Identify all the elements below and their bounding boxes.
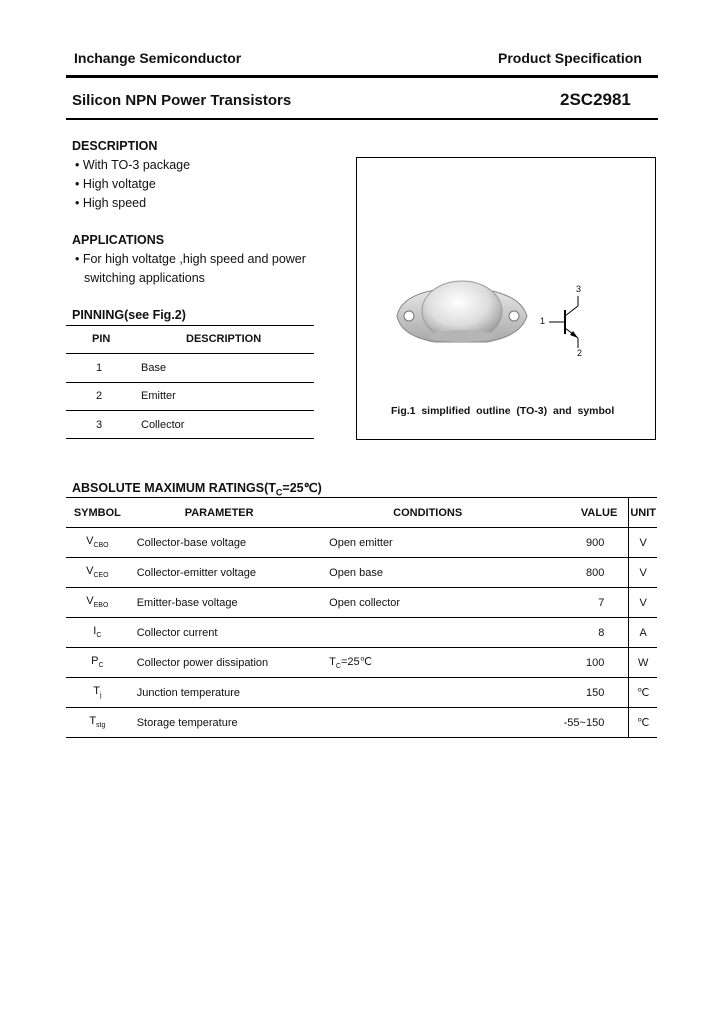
pinning-col-desc: DESCRIPTION [186, 333, 262, 345]
pinning-rule [66, 410, 314, 411]
pin-description: Base [141, 362, 167, 374]
rating-symbol: $P_C$ [91, 655, 104, 670]
rating-parameter: Storage temperature [136, 716, 238, 729]
rating-value: 800 [542, 558, 629, 588]
pin-description: Emitter [141, 390, 176, 402]
col-symbol: SYMBOL [73, 506, 121, 519]
rating-symbol: $T_j$ [93, 685, 102, 700]
rating-condition [327, 708, 542, 738]
col-conditions: CONDITIONS [393, 506, 463, 519]
col-unit: UNIT [630, 506, 656, 519]
rating-parameter: Junction temperature [136, 686, 241, 699]
npn-transistor-symbol [357, 158, 655, 439]
pinning-col-pin: PIN [92, 333, 111, 345]
rating-value: -55~150 [542, 708, 629, 738]
header-rule [66, 75, 658, 78]
rating-unit: A [639, 626, 647, 639]
pin-number: 2 [96, 390, 103, 402]
symbol-pin-3: 3 [576, 284, 582, 294]
title-rule [66, 118, 658, 120]
rating-condition: Open emitter [329, 536, 393, 549]
symbol-pin-1: 1 [540, 316, 546, 326]
rating-condition [327, 618, 542, 648]
doc-type: Product Specification [498, 50, 642, 66]
col-value: VALUE [542, 498, 629, 528]
rating-condition: Open base [329, 566, 383, 579]
product-line: Silicon NPN Power Transistors [72, 92, 292, 109]
ratings-title: ABSOLUTE MAXIMUM $RATINGS(T_C=25℃)$ [72, 481, 322, 498]
figure-box [356, 157, 656, 440]
rating-parameter: Collector-emitter voltage [136, 566, 256, 579]
rating-parameter: Collector power dissipation [136, 656, 269, 669]
rating-symbol: $T_{stg}$ [89, 715, 106, 730]
pin-number: 3 [96, 419, 103, 431]
rating-symbol: $V_{CBO}$ [86, 535, 109, 550]
table-row [66, 588, 657, 618]
rating-parameter: Collector-base voltage [136, 536, 247, 549]
rating-unit: V [639, 566, 647, 579]
rating-unit: W [637, 656, 649, 669]
rating-condition [327, 678, 542, 708]
rating-value: 8 [542, 618, 629, 648]
rating-unit: V [639, 536, 647, 549]
rating-parameter: Collector current [136, 626, 218, 639]
symbol-pin-2: 2 [577, 348, 583, 358]
rating-condition: Open collector [329, 596, 401, 609]
description-item: • With TO-3 package [75, 158, 191, 172]
rating-condition: $T_C=25℃$ [329, 655, 372, 671]
pinning-rule [66, 325, 314, 326]
pin-description: Collector [141, 419, 185, 431]
pinning-rule [66, 438, 314, 439]
rating-value: 7 [542, 588, 629, 618]
rating-value: 900 [542, 528, 629, 558]
table-row [66, 618, 657, 648]
pinning-title: PINNING(see Fig.2) [72, 308, 186, 322]
description-item: • High voltatge [75, 177, 156, 191]
rating-value: 150 [542, 678, 629, 708]
description-item: • High speed [75, 196, 147, 210]
ratings-table [66, 497, 657, 738]
table-row [66, 678, 657, 708]
rating-unit: ℃ [636, 687, 650, 699]
figure-caption: Fig.1 simplified outline (TO-3) and symbol [391, 405, 615, 417]
rating-unit: ℃ [636, 717, 650, 729]
company-name: Inchange Semiconductor [74, 50, 242, 66]
rating-value: 100 [542, 648, 629, 678]
table-row [66, 528, 657, 558]
rating-parameter: Emitter-base voltage [136, 596, 238, 609]
rating-symbol: $I_C$ [93, 625, 102, 640]
table-row [66, 558, 657, 588]
rating-symbol: $V_{EBO}$ [86, 595, 109, 610]
pinning-rule [66, 353, 314, 354]
table-row [66, 708, 657, 738]
applications-line: • For high voltatge ,high speed and power [75, 252, 306, 266]
rating-symbol: $V_{CEO}$ [86, 565, 109, 580]
pinning-rule [66, 382, 314, 383]
pin-number: 1 [96, 362, 103, 374]
rating-unit: V [639, 596, 647, 609]
description-title: DESCRIPTION [72, 139, 158, 153]
applications-title: APPLICATIONS [72, 233, 165, 247]
col-parameter: PARAMETER [184, 506, 254, 519]
table-row [66, 648, 657, 678]
part-number: 2SC2981 [560, 90, 631, 109]
applications-line: switching applications [84, 271, 205, 285]
